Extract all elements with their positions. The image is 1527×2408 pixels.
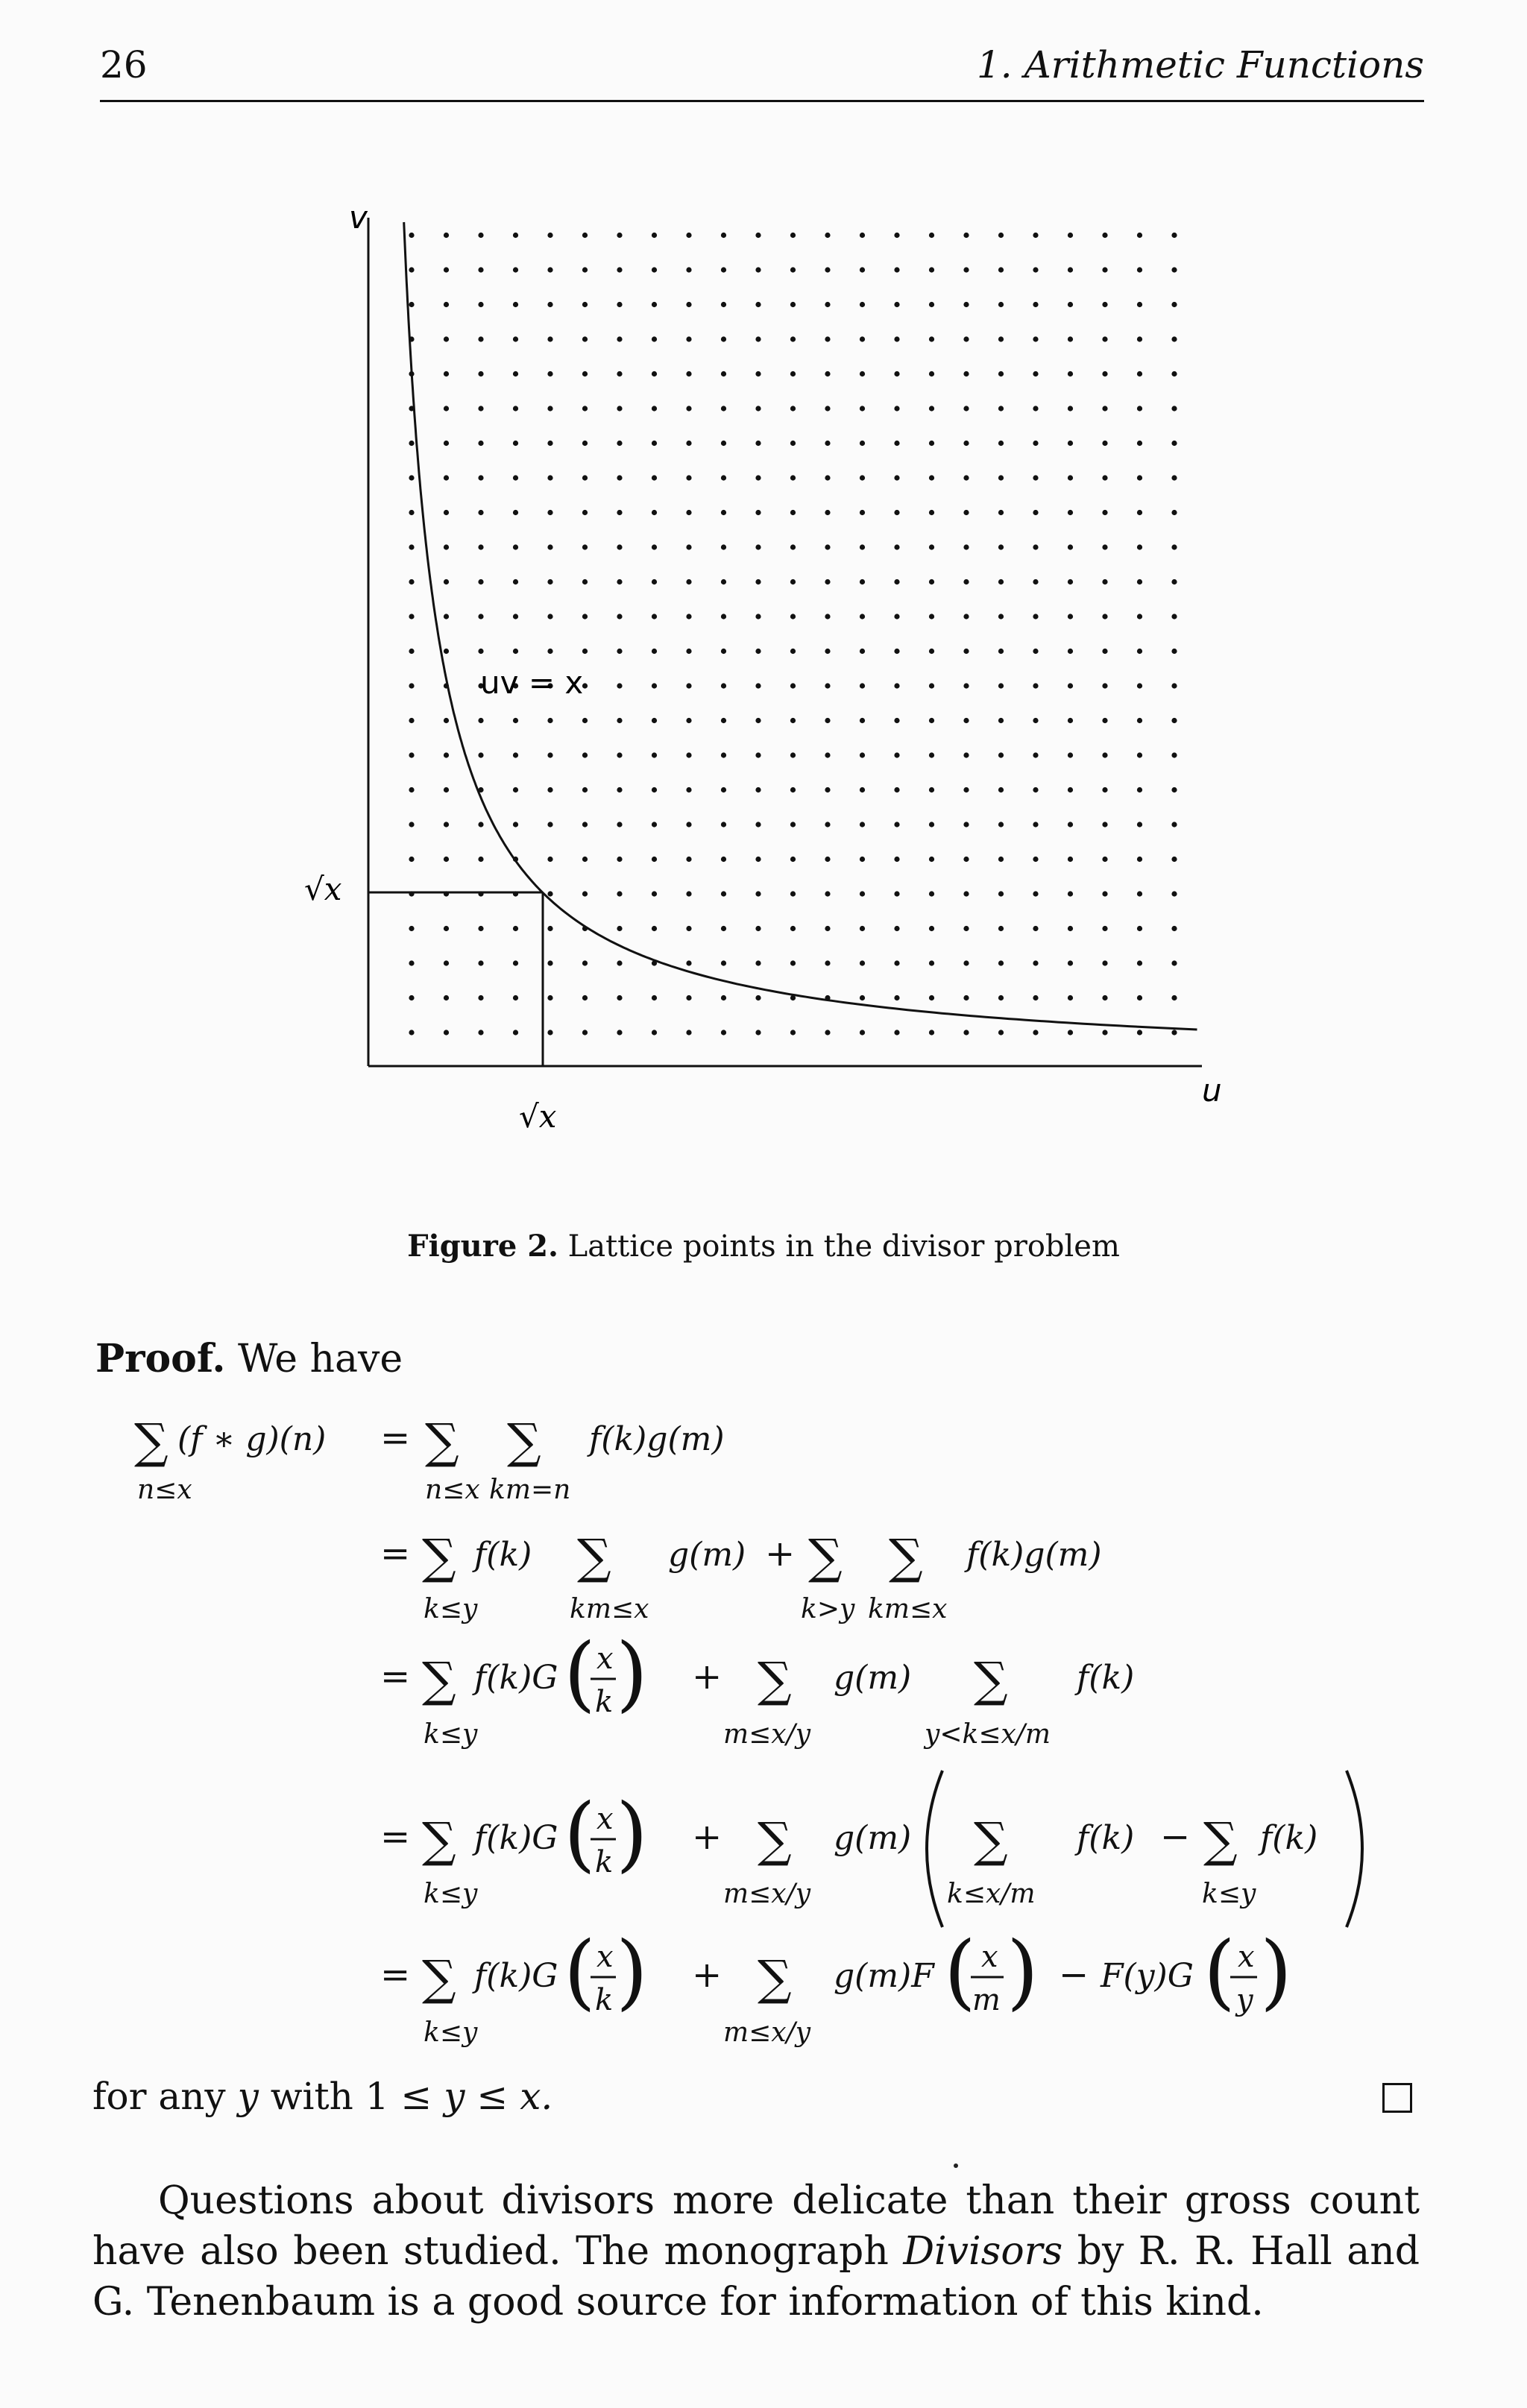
- sub-k-le-y: k≤y: [424, 1594, 478, 1624]
- sub-k-le-y: k≤y: [1202, 1879, 1256, 1909]
- frac-num: x: [596, 1802, 614, 1836]
- right-paren: ): [1260, 1923, 1292, 2019]
- sigma: ∑: [422, 1813, 456, 1868]
- equation-line-2: [380, 1530, 1102, 1624]
- l2-b: g(m): [668, 1536, 746, 1574]
- curve-label: uv = x: [480, 664, 584, 701]
- sigma: ∑: [425, 1414, 459, 1469]
- sigma: ∑: [507, 1414, 541, 1469]
- equals: =: [380, 1954, 411, 1996]
- sub-km-le-x: km≤x: [570, 1594, 649, 1624]
- sub-km-le-x: km≤x: [868, 1594, 948, 1624]
- proof-intro: We have: [238, 1337, 403, 1381]
- sub-k-gt-y: k>y: [801, 1594, 855, 1624]
- l1-body: f(k)g(m): [589, 1420, 725, 1458]
- para-text-2: by R. R. Hall and G. Tenenbaum is a good source for information of this kind.: [92, 2229, 1420, 2325]
- sigma: ∑: [889, 1530, 923, 1585]
- left-paren: (: [564, 1785, 596, 1881]
- sub-k-le-y: k≤y: [424, 1719, 478, 1750]
- proof-condition: [92, 2075, 552, 2118]
- sigma: ∑: [422, 1951, 456, 2006]
- sigma: ∑: [974, 1813, 1008, 1868]
- l1-lhs: (f ∗ g)(n): [177, 1420, 327, 1458]
- plus: +: [692, 1656, 722, 1698]
- equals: =: [380, 1417, 411, 1459]
- frac-den: k: [595, 1983, 614, 2017]
- l2-a: f(k): [474, 1536, 532, 1574]
- equation-line-3: [380, 1625, 1134, 1750]
- frac-num: x: [596, 1642, 614, 1676]
- l5-c: F(y)G: [1101, 1957, 1194, 1995]
- qed-box-icon: [1382, 2083, 1412, 2113]
- sigma: ∑: [422, 1653, 456, 1708]
- equals: =: [380, 1533, 411, 1575]
- big-right-paren: [1347, 1771, 1362, 1927]
- right-paren: ): [616, 1923, 648, 2019]
- sub-y-k-xm: y<k≤x/m: [925, 1719, 1051, 1750]
- book-title: Divisors: [903, 2229, 1063, 2274]
- l2-c: f(k)g(m): [966, 1536, 1102, 1574]
- frac-den-m: m: [972, 1983, 1001, 2017]
- sqrt-x-u-label: √x: [519, 1098, 557, 1135]
- cond-pre: for any: [92, 2075, 226, 2118]
- sigma: ∑: [974, 1653, 1008, 1708]
- l3-a: f(k)G: [474, 1659, 558, 1697]
- l1-sub-1: n≤x: [425, 1475, 480, 1505]
- sub-k-le-xm: k≤x/m: [947, 1879, 1036, 1909]
- equation-line-5: [380, 1923, 1292, 2048]
- frac-den-y: y: [1236, 1983, 1253, 2017]
- l3-a: f(k)G: [474, 1957, 558, 1995]
- sigma: ∑: [1203, 1813, 1238, 1868]
- chapter-title: 1. Arithmetic Functions: [976, 43, 1424, 86]
- frac-den: k: [595, 1845, 614, 1879]
- l3-c: f(k): [1077, 1659, 1135, 1697]
- minus: −: [1160, 1816, 1191, 1858]
- plus: +: [692, 1954, 722, 1996]
- l1-lhs-sub: n≤x: [137, 1475, 192, 1505]
- para-text-1: Questions about divisors more delicate than their gross count have also been studied. The monograph: [92, 2178, 1420, 2274]
- cond-x: x.: [520, 2075, 553, 2118]
- frac-num: x: [981, 1940, 998, 1974]
- sigma: ∑: [758, 1951, 792, 2006]
- stray-dot: [954, 2163, 958, 2168]
- l3-c: f(k): [1260, 1819, 1318, 1857]
- page-number: 26: [100, 43, 148, 86]
- left-paren: (: [564, 1923, 596, 2019]
- cond-y: y: [237, 2075, 259, 2118]
- left-paren: (: [564, 1625, 596, 1721]
- sub-m-le-xy: m≤x/y: [723, 1879, 811, 1909]
- cond-y2: y: [444, 2075, 465, 2118]
- equation-line-1: [134, 1414, 725, 1505]
- equation-line-4: [380, 1771, 1362, 1927]
- equals: =: [380, 1816, 411, 1858]
- sqrt-x-v-label: √x: [304, 871, 342, 907]
- right-paren: ): [616, 1625, 648, 1721]
- big-left-paren: [927, 1771, 942, 1927]
- left-paren: (: [944, 1923, 976, 2019]
- sub-k-le-y: k≤y: [424, 1879, 478, 1909]
- l5-b: g(m)F: [834, 1957, 934, 1995]
- frac-num: x: [596, 1940, 614, 1974]
- l1-sub-2: km=n: [489, 1475, 571, 1505]
- sub-m-le-xy: m≤x/y: [723, 2017, 811, 2048]
- frac-num: x: [1238, 1940, 1255, 1974]
- l3-a: f(k)G: [474, 1819, 558, 1857]
- figure-caption-text: Lattice points in the divisor problem: [567, 1229, 1120, 1264]
- sigma: ∑: [577, 1530, 611, 1585]
- cond-leq: ≤: [476, 2075, 509, 2118]
- frac-den: k: [595, 1685, 614, 1719]
- right-paren: ): [616, 1785, 648, 1881]
- sub-m-le-xy: m≤x/y: [723, 1719, 811, 1750]
- figure-caption-label: Figure 2.: [407, 1229, 558, 1264]
- sigma: ∑: [422, 1530, 456, 1585]
- sigma: ∑: [134, 1414, 169, 1469]
- l3-b: g(m): [834, 1819, 912, 1857]
- equals: =: [380, 1656, 411, 1698]
- sub-k-le-y: k≤y: [424, 2017, 478, 2048]
- body-paragraph: [92, 2175, 1420, 2327]
- left-paren: (: [1203, 1923, 1235, 2019]
- sigma: ∑: [808, 1530, 843, 1585]
- right-paren: ): [1007, 1923, 1039, 2019]
- proof-label: Proof.: [95, 1336, 226, 1381]
- v-axis-label: v: [349, 199, 368, 236]
- u-axis-label: u: [1202, 1072, 1222, 1109]
- l3-b: g(m): [834, 1659, 912, 1697]
- plus: +: [765, 1533, 796, 1575]
- cond-mid: with 1 ≤: [270, 2075, 432, 2118]
- l3-c: f(k): [1077, 1819, 1135, 1857]
- sigma: ∑: [758, 1813, 792, 1868]
- plus: +: [692, 1816, 722, 1858]
- minus: −: [1059, 1954, 1089, 1996]
- sigma: ∑: [758, 1653, 792, 1708]
